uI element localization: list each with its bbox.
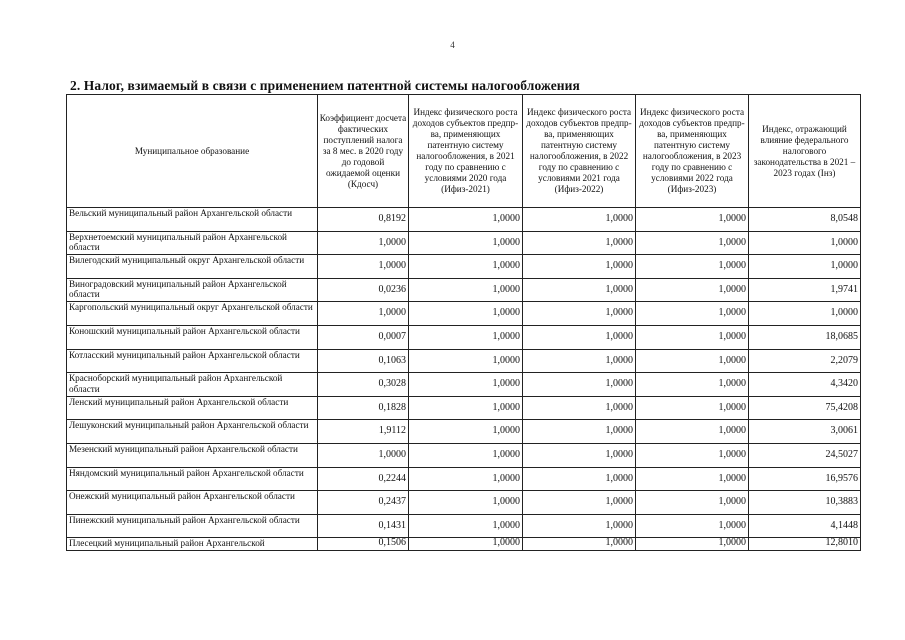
cell-i2023: 1,0000 <box>636 373 749 397</box>
cell-i2022: 1,0000 <box>523 514 636 538</box>
cell-i2023: 1,0000 <box>636 467 749 491</box>
cell-kdosch: 1,9112 <box>318 420 409 444</box>
cell-kdosch: 1,0000 <box>318 255 409 279</box>
cell-i2022: 1,0000 <box>523 278 636 302</box>
cell-i2023: 1,0000 <box>636 302 749 326</box>
cell-kdosch: 1,0000 <box>318 231 409 255</box>
cell-i2021: 1,0000 <box>409 420 523 444</box>
municipality-name: Верхнетоемский муниципальный район Архангельской области <box>67 231 318 255</box>
cell-i2023: 1,0000 <box>636 443 749 467</box>
cell-i2022: 1,0000 <box>523 443 636 467</box>
cell-i2022: 1,0000 <box>523 349 636 373</box>
cell-inz: 12,8010 <box>749 538 861 551</box>
cell-inz: 2,2079 <box>749 349 861 373</box>
cell-i2022: 1,0000 <box>523 325 636 349</box>
cell-i2021: 1,0000 <box>409 255 523 279</box>
cell-i2021: 1,0000 <box>409 325 523 349</box>
cell-i2023: 1,0000 <box>636 491 749 515</box>
municipality-name: Виноградовский муниципальный район Архангельской области <box>67 278 318 302</box>
municipality-name: Котласский муниципальный район Архангельской области <box>67 349 318 373</box>
cell-i2023: 1,0000 <box>636 396 749 420</box>
cell-kdosch: 0,3028 <box>318 373 409 397</box>
cell-i2021: 1,0000 <box>409 538 523 551</box>
municipality-name: Вельский муниципальный район Архангельской области <box>67 208 318 232</box>
cell-i2022: 1,0000 <box>523 491 636 515</box>
cell-inz: 1,0000 <box>749 255 861 279</box>
table-row <box>67 491 861 515</box>
cell-i2021: 1,0000 <box>409 278 523 302</box>
cell-i2023: 1,0000 <box>636 278 749 302</box>
cell-i2022: 1,0000 <box>523 373 636 397</box>
cell-i2021: 1,0000 <box>409 208 523 232</box>
cell-inz: 8,0548 <box>749 208 861 232</box>
table-row <box>67 208 861 232</box>
header-ifiz-2021: Индекс физического роста доходов субъектов предпр-ва, применяющих патентную систему налогообложения, в 2021 году по сравнению с условиями 2020 года (Ифиз-2021) <box>409 95 523 208</box>
cell-i2023: 1,0000 <box>636 325 749 349</box>
header-ifiz-2022: Индекс физического роста доходов субъектов предпр-ва, применяющих патентную систему налогообложения, в 2022 году по сравнению с условиями 2021 года (Ифиз-2022) <box>523 95 636 208</box>
cell-inz: 3,0061 <box>749 420 861 444</box>
cell-i2023: 1,0000 <box>636 538 749 551</box>
cell-kdosch: 0,0007 <box>318 325 409 349</box>
table-row <box>67 443 861 467</box>
cell-kdosch: 0,1431 <box>318 514 409 538</box>
cell-kdosch: 0,8192 <box>318 208 409 232</box>
municipality-name: Ленский муниципальный район Архангельской области <box>67 396 318 420</box>
cell-i2021: 1,0000 <box>409 349 523 373</box>
cell-i2022: 1,0000 <box>523 396 636 420</box>
cell-kdosch: 0,1506 <box>318 538 409 551</box>
header-kdosch: Коэффициент досчета фактических поступлений налога за 8 мес. в 2020 году до годовой ожидаемой оценки (Кдосч) <box>318 95 409 208</box>
cell-i2022: 1,0000 <box>523 467 636 491</box>
cell-i2021: 1,0000 <box>409 491 523 515</box>
cell-i2023: 1,0000 <box>636 420 749 444</box>
municipality-name: Вилегодский муниципальный округ Архангельской области <box>67 255 318 279</box>
table-row <box>67 302 861 326</box>
cell-inz: 16,9576 <box>749 467 861 491</box>
cell-i2021: 1,0000 <box>409 514 523 538</box>
cell-i2021: 1,0000 <box>409 443 523 467</box>
table-row <box>67 396 861 420</box>
cell-inz: 1,9741 <box>749 278 861 302</box>
table-row <box>67 420 861 444</box>
table-row <box>67 514 861 538</box>
cell-kdosch: 1,0000 <box>318 443 409 467</box>
municipality-name: Няндомский муниципальный район Архангельской области <box>67 467 318 491</box>
table-row <box>67 255 861 279</box>
municipality-name: Коношский муниципальный район Архангельской области <box>67 325 318 349</box>
municipality-name: Мезенский муниципальный район Архангельской области <box>67 443 318 467</box>
cell-i2021: 1,0000 <box>409 373 523 397</box>
table-body <box>67 208 861 551</box>
municipality-name: Плесецкий муниципальный район Архангельской <box>67 538 318 551</box>
table-row <box>67 467 861 491</box>
cell-kdosch: 0,2437 <box>318 491 409 515</box>
cell-i2023: 1,0000 <box>636 208 749 232</box>
municipality-name: Пинежский муниципальный район Архангельской области <box>67 514 318 538</box>
cell-kdosch: 0,0236 <box>318 278 409 302</box>
table-row <box>67 349 861 373</box>
tax-table <box>66 94 861 551</box>
section-title: 2. Налог, взимаемый в связи с применением патентной системы налогообложения <box>70 78 580 93</box>
cell-inz: 4,3420 <box>749 373 861 397</box>
table-row <box>67 278 861 302</box>
cell-i2021: 1,0000 <box>409 396 523 420</box>
cell-inz: 4,1448 <box>749 514 861 538</box>
municipality-name: Онежский муниципальный район Архангельской области <box>67 491 318 515</box>
table-row <box>67 325 861 349</box>
cell-kdosch: 0,1063 <box>318 349 409 373</box>
cell-inz: 75,4208 <box>749 396 861 420</box>
cell-i2022: 1,0000 <box>523 231 636 255</box>
cell-kdosch: 0,1828 <box>318 396 409 420</box>
cell-kdosch: 0,2244 <box>318 467 409 491</box>
cell-inz: 10,3883 <box>749 491 861 515</box>
cell-i2023: 1,0000 <box>636 514 749 538</box>
header-municipality: Муниципальное образование <box>67 95 318 208</box>
municipality-name: Каргопольский муниципальный округ Архангельской области <box>67 302 318 326</box>
cell-i2022: 1,0000 <box>523 420 636 444</box>
table-row <box>67 373 861 397</box>
cell-i2022: 1,0000 <box>523 255 636 279</box>
cell-inz: 24,5027 <box>749 443 861 467</box>
header-ifiz-2023: Индекс физического роста доходов субъектов предпр-ва, применяющих патентную систему налогообложения, в 2023 году по сравнению с условиями 2022 года (Ифиз-2023) <box>636 95 749 208</box>
cell-i2022: 1,0000 <box>523 538 636 551</box>
municipality-name: Лешуконский муниципальный район Архангельской области <box>67 420 318 444</box>
cell-i2023: 1,0000 <box>636 231 749 255</box>
table-header-row <box>67 95 861 208</box>
cell-i2021: 1,0000 <box>409 467 523 491</box>
header-inz: Индекс, отражающий влияние федерального налогового законодательства в 2021 – 2023 годах (Iнз) <box>749 95 861 208</box>
table-row <box>67 231 861 255</box>
cell-inz: 18,0685 <box>749 325 861 349</box>
cell-kdosch: 1,0000 <box>318 302 409 326</box>
cell-i2021: 1,0000 <box>409 302 523 326</box>
cell-i2021: 1,0000 <box>409 231 523 255</box>
table-row <box>67 538 861 551</box>
cell-inz: 1,0000 <box>749 302 861 326</box>
cell-i2023: 1,0000 <box>636 349 749 373</box>
cell-inz: 1,0000 <box>749 231 861 255</box>
cell-i2023: 1,0000 <box>636 255 749 279</box>
cell-i2022: 1,0000 <box>523 302 636 326</box>
page-number: 4 <box>450 40 455 50</box>
cell-i2022: 1,0000 <box>523 208 636 232</box>
municipality-name: Красноборский муниципальный район Архангельской области <box>67 373 318 397</box>
